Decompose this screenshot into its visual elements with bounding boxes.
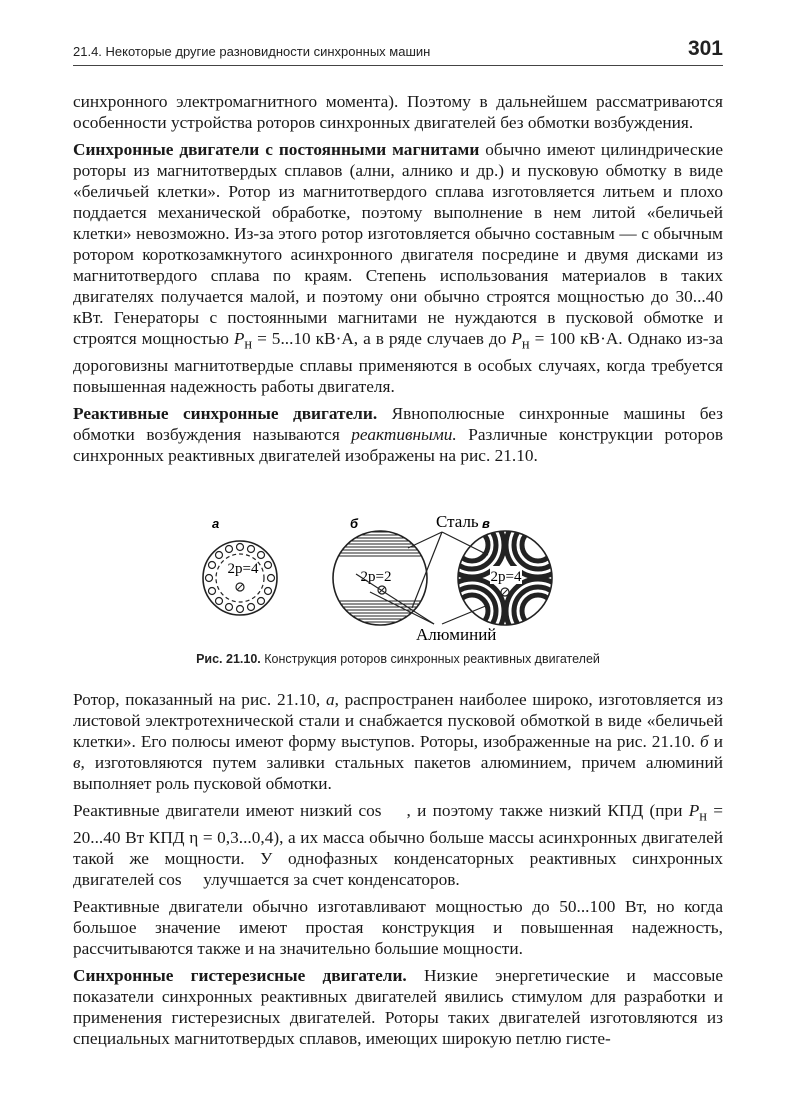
rotor-diagram (190, 510, 610, 650)
paragraph-hysteresis: Синхронные гистерезисные двигатели. Низкие энергетические и массовые показатели синхронных реактивных двигателей явились стимулом для разработки и применения гистерезисных двигателей. Роторы таких двигателей изготовляются из специальных магнитотвердых сплавов, имеющих широкую петлю гисте- (73, 966, 723, 1049)
paragraph-rotor-a: Ротор, показанный на рис. 21.10, а, распространен наиболее широко, изготовляется из листовой электротехнической стали и снабжается пусковой обмоткой в виде «беличьей клетки». Его полюсы имеют форму выступов. Роторы, изображенные на рис. 21.10. б и в, изготовляются путем заливки стальных пакетов алюминием, причем алюминий выполняет роль пусковой обмотки. (73, 690, 724, 793)
page-number: 301 (687, 37, 723, 60)
rotor-v (440, 513, 570, 643)
heading-permanent-magnets: Синхронные двигатели с постоянными магнитами (73, 140, 480, 159)
pole-count-a: 2p=4 (227, 561, 259, 577)
pole-count-b: 2p=2 (360, 569, 392, 585)
label-steel: Сталь (436, 512, 479, 531)
heading-hysteresis-motors: Синхронные гистерезисные двигатели. (73, 966, 407, 986)
rotor-b (330, 516, 430, 625)
label-a: а (212, 516, 220, 531)
label-v: в (482, 516, 490, 531)
text-block-bottom (73, 689, 728, 1055)
paragraph-intro-continuation: синхронного электромагнитного момента). Поэтому в дальнейшем рассматриваются особенности устройства роторов синхронных двигателей без обмотки возбуждения. (73, 92, 723, 132)
rotor-a (203, 516, 277, 615)
figure-21-10 (190, 510, 610, 650)
page-header (73, 37, 723, 67)
paragraph-power-range: Реактивные двигатели обычно изготавливают мощностью до 50...100 Вт, но когда большое значение имеют простая конструкция и повышенная надежность, рассчитываются также и на значительно большие мощности. (73, 897, 723, 959)
paragraph-permanent-magnets: Синхронные двигатели с постоянными магнитами обычно имеют цилиндрические роторы из магнитотвердых сплавов (ални, алнико и др.) и пусковую обмотку в виде «беличьей клетки». Ротор из магнитотвердого сплава изготовляется литьем и плохо поддается механической обработке, поэтому выполнение в нем литой «беличьей клетки» невозможно. Из-за этого ротор изготовляется обычно составным — с обычным ротором короткозамкнутого асинхронного двигателя посредине и двумя дисками из магнитотвердого сплава по краям. Степень использования материалов в таких двигателях получается малой, и поэтому они обычно строятся мощностью до 30...40 кВт. Генераторы с постоянными магнитами не нуждаются в пусковой обмотке и строятся мощностью $P_н = 5...10$ кВ·А, а в ряде случаев до $P_н = 100$ кВ·А. Однако из-за дороговизны магнитотвердые сплавы применяются в особых случаях, когда требуется повышенная надежность работы двигателя. (73, 140, 723, 397)
caption-text: Конструкция роторов синхронных реактивных двигателей (260, 652, 600, 666)
text-block-top (73, 91, 723, 472)
pole-count-v: 2p=4 (490, 569, 522, 585)
running-head: 21.4. Некоторые другие разновидности синхронных машин (73, 44, 431, 59)
paragraph-low-cos: Реактивные двигатели имеют низкий cos , и поэтому также низкий КПД (при $P_н = 20...40$ Вт КПД η = 0,3...0,4), а их масса обычно больше массы асинхронных двигателей такой же мощности. У однофазных конденсаторных реактивных синхронных двигателей cos улучшается за счет конденсаторов. (73, 801, 728, 890)
figure-caption (73, 652, 723, 666)
paragraph-reactive-motors: Реактивные синхронные двигатели. Явнополюсные синхронные машины без обмотки возбуждения называются реактивными. Различные конструкции роторов синхронных реактивных двигателей изображены на рис. 21.10. (73, 404, 723, 466)
caption-label: Рис. 21.10. (196, 652, 261, 666)
header-rule (73, 65, 723, 66)
label-b: б (350, 516, 359, 531)
rotor-a-outline (203, 541, 277, 615)
heading-reactive-motors: Реактивные синхронные двигатели. (73, 404, 378, 424)
label-aluminum: Алюминий (416, 625, 497, 644)
